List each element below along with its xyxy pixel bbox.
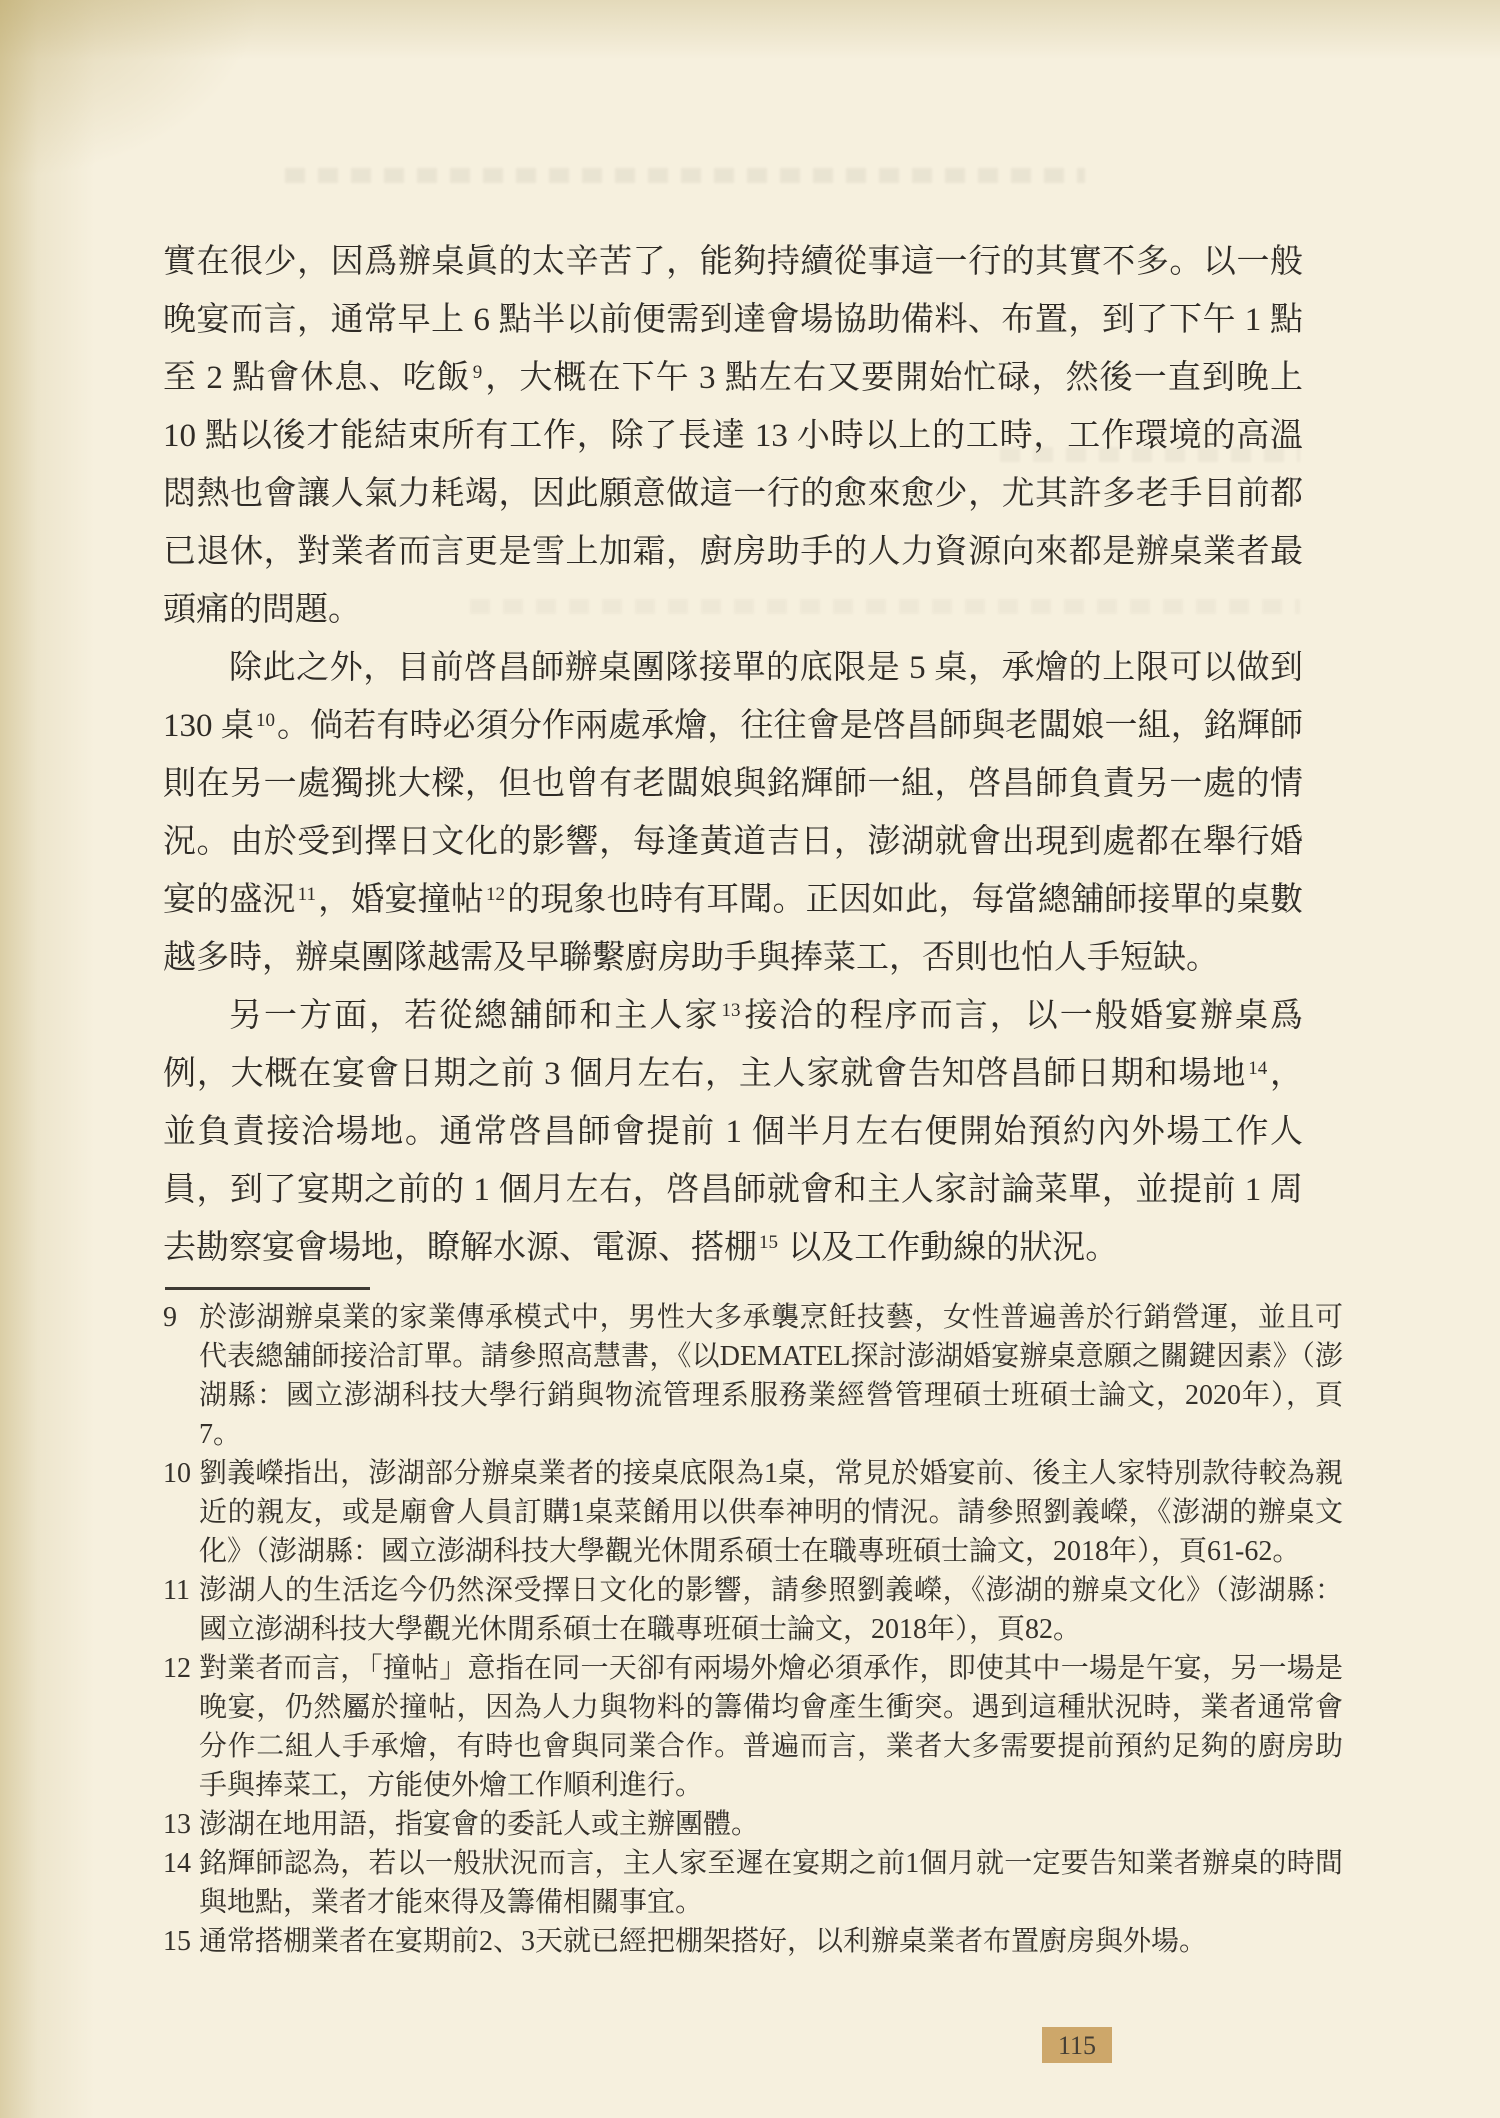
- footnote-text: 於澎湖辦桌業的家業傳承模式中，男性大多承襲烹飪技藝，女性普遍善於行銷營運，並且可代表總舖師接洽訂單。請參照高慧書，《以DEMATEL探討澎湖婚宴辦桌意願之關鍵因素》（澎湖縣：國立澎湖科技大學行銷與物流管理系服務業經營管理碩士班碩士論文，2020年），頁7。: [199, 1302, 1343, 1450]
- footnote-item: [163, 1571, 1343, 1649]
- footnote-item: [163, 1844, 1343, 1922]
- footnote-number: 9: [163, 1302, 177, 1333]
- footnote-reference: 13: [721, 999, 741, 1021]
- footnote-reference: 10: [255, 709, 275, 731]
- footnote-item: [163, 1649, 1343, 1805]
- footnotes-block: [163, 1298, 1343, 1961]
- footnote-item: [163, 1922, 1343, 1961]
- footnote-text: 澎湖人的生活迄今仍然深受擇日文化的影響，請參照劉義嶸，《澎湖的辦桌文化》（澎湖縣：國立澎湖科技大學觀光休閒系碩士在職專班碩士論文，2018年），頁82。: [199, 1575, 1343, 1645]
- footnote-text: 澎湖在地用語，指宴會的委託人或主辦團體。: [199, 1809, 760, 1840]
- footnote-reference: 11: [297, 883, 316, 905]
- footnote-item: [163, 1298, 1343, 1454]
- footnote-number: 12: [163, 1653, 191, 1684]
- footnote-text: 對業者而言，「撞帖」意指在同一天卻有兩場外燴必須承作，即使其中一場是午宴，另一場是晚宴，仍然屬於撞帖，因為人力與物料的籌備均會產生衝突。遇到這種狀況時，業者通常會分作二組人手承燴，有時也會與同業合作。普遍而言，業者大多需要提前預約足夠的廚房助手與捧菜工，方能使外燴工作順利進行。: [199, 1653, 1343, 1801]
- page-edge-shading-left: [0, 0, 95, 2118]
- paragraph: 實在很少，因爲辦桌眞的太辛苦了，能夠持續從事這一行的其實不多。以一般晚宴而言，通常早上 6 點半以前便需到達會場協助備料、布置，到了下午 1 點至 2 點會休息、吃飯 $^9$，大概在下午 3 點左右又要開始忙碌，然後一直到晚上 10 點以後才能結束所有工作，除了長達 13 小時以上的工時，工作環境的高溫悶熱也會讓人氣力耗竭，因此願意做這一行的愈來愈少，尤其許多老手目前都已退休，對業者而言更是雪上加霜，廚房助手的人力資源向來都是辦桌業者最頭痛的問題。: [163, 244, 1304, 628]
- footnote-item: [163, 1454, 1343, 1571]
- page-edge-shading-top: [0, 0, 1500, 60]
- footnote-number: 15: [163, 1926, 191, 1957]
- footnote-separator: [165, 1287, 370, 1290]
- footnote-reference: 9: [472, 361, 483, 383]
- footnote-reference: 12: [485, 883, 505, 905]
- footnote-number: 13: [163, 1809, 191, 1840]
- page-number: 115: [1057, 2031, 1097, 2060]
- paragraph: 另一方面，若從總舖師和主人家 $^{13}$接洽的程序而言，以一般婚宴辦桌爲例，大概在宴會日期之前 3 個月左右，主人家就會告知啓昌師日期和場地 $^{14}$，並負責接洽場地。通常啓昌師會提前 1 個半月左右便開始預約內外場工作人員，到了宴期之前的 1 個月左右，啓昌師就會和主人家討論菜單，並提前 1 周去勘察宴會場地，瞭解水源、電源、搭棚 $^{15}$ 以及工作動線的狀況。: [163, 998, 1304, 1266]
- footnote-text: 劉義嶸指出，澎湖部分辦桌業者的接桌底限為1桌，常見於婚宴前、後主人家特別款待較為親近的親友，或是廟會人員訂購1桌菜餚用以供奉神明的情況。請參照劉義嶸，《澎湖的辦桌文化》（澎湖縣：國立澎湖科技大學觀光休閒系碩士在職專班碩士論文，2018年），頁61-62。: [199, 1458, 1343, 1567]
- footnote-number: 14: [163, 1848, 191, 1879]
- page-corner-shading: [0, 0, 260, 180]
- bleed-through-artifact: [285, 168, 1085, 183]
- footnote-number: 10: [163, 1458, 191, 1489]
- body-text-block: [163, 233, 1303, 1277]
- footnote-text: 銘輝師認為，若以一般狀況而言，主人家至遲在宴期之前1個月就一定要告知業者辦桌的時間與地點，業者才能來得及籌備相關事宜。: [199, 1848, 1343, 1918]
- footnote-number: 11: [163, 1575, 190, 1606]
- footnote-reference: 15: [759, 1231, 778, 1253]
- footnote-item: [163, 1805, 1343, 1844]
- footnote-text: 通常搭棚業者在宴期前2、3天就已經把棚架搭好，以利辦桌業者布置廚房與外場。: [199, 1926, 1208, 1957]
- page-number-badge: [1042, 2027, 1112, 2063]
- paragraph: 除此之外，目前啓昌師辦桌團隊接單的底限是 5 桌，承燴的上限可以做到 130 桌 $^{10}$。倘若有時必須分作兩處承燴，往往會是啓昌師與老闆娘一組，銘輝師則在另一處獨挑大樑，但也曾有老闆娘與銘輝師一組，啓昌師負責另一處的情況。由於受到擇日文化的影響，每逢黃道吉日，澎湖就會出現到處都在舉行婚宴的盛況 $^{11}$，婚宴撞帖 $^{12}$的現象也時有耳聞。正因如此，每當總舖師接單的桌數越多時，辦桌團隊越需及早聯繫廚房助手與捧菜工，否則也怕人手短缺。: [163, 650, 1304, 976]
- footnote-reference: 14: [1248, 1057, 1268, 1079]
